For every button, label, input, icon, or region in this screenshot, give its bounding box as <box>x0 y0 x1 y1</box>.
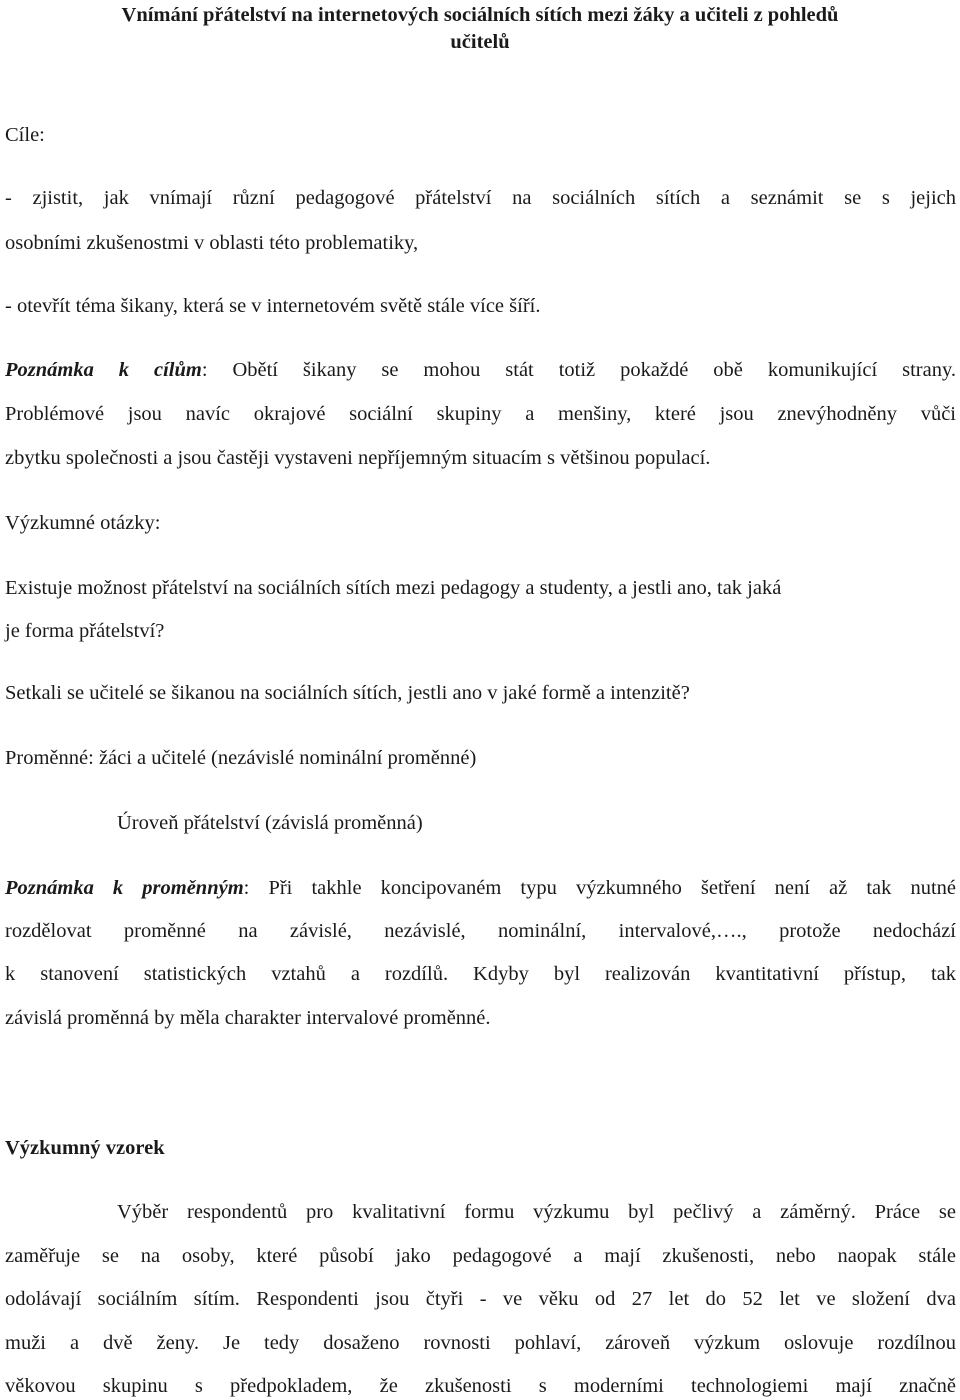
document-title <box>0 2 960 56</box>
sample-line-2: zaměřuje se na osoby, které působí jako pedagogové a mají zkušenosti, nebo naopak stále <box>5 1245 956 1267</box>
sample-line-1: Výběr respondentů pro kvalitativní formu výzkumu byl pečlivý a záměrný. Práce se <box>117 1201 956 1223</box>
goal-item-1-line-1: - zjistit, jak vnímají různí pedagogové přátelství na sociálních sítích a seznámit se s jejich <box>5 187 956 209</box>
question-2: Setkali se učitelé se šikanou na sociálních sítích, jestli ano v jaké formě a intenzitě? <box>5 682 690 704</box>
questions-heading: Výzkumné otázky: <box>5 512 161 534</box>
variables-note-line-2: rozdělovat proměnné na závislé, nezávislé, nominální, intervalové,…., protože nedochází <box>5 920 956 942</box>
variables-line-2: Úroveň přátelství (závislá proměnná) <box>117 812 423 834</box>
variables-note-text: : Při takhle koncipovaném typu výzkumného šetření není až tak nutné <box>243 877 957 899</box>
question-1-line-1: Existuje možnost přátelství na sociálních sítích mezi pedagogy a studenty, a jestli ano, tak jaká <box>5 577 782 599</box>
sample-heading: Výzkumný vzorek <box>5 1137 165 1159</box>
goals-heading: Cíle: <box>5 124 45 146</box>
sample-line-3: odolávají sociálním sítím. Respondenti jsou čtyři - ve věku od 27 let do 52 let ve složení dva <box>5 1288 956 1310</box>
goal-item-1-line-2: osobními zkušenostmi v oblasti této problematiky, <box>5 232 419 254</box>
goals-note-text: : Obětí šikany se mohou stát totiž pokaždé obě komunikující strany. <box>201 359 956 381</box>
question-1-line-2: je forma přátelství? <box>5 620 165 642</box>
sample-line-4: muži a dvě ženy. Je tedy dosaženo rovnosti pohlaví, zároveň výzkum oslovuje rozdílnou <box>5 1332 956 1354</box>
variables-note-line-3: k stanovení statistických vztahů a rozdílů. Kdyby byl realizován kvantitativní přístup, tak <box>5 963 956 985</box>
variables-note-label: Poznámka k proměnným <box>5 877 244 899</box>
variables-note-line-4: závislá proměnná by měla charakter intervalové proměnné. <box>5 1007 491 1029</box>
sample-line-5: věkovou skupinu s předpokladem, že zkušenosti s moderními technologiemi mají značně <box>5 1375 956 1397</box>
variables-note-line-1 <box>5 875 956 901</box>
title-line-2: učitelů <box>450 31 510 53</box>
goals-note-line-2: Problémové jsou navíc okrajové sociální skupiny a menšiny, které jsou znevýhodněny vůči <box>5 403 956 425</box>
variables-line-1: Proměnné: žáci a učitelé (nezávislé nominální proměnné) <box>5 747 477 769</box>
goals-note-line-1 <box>5 357 956 383</box>
title-line-1: Vnímání přátelství na internetových sociálních sítích mezi žáky a učiteli z pohledů <box>121 4 839 26</box>
goals-note-line-3: zbytku společnosti a jsou častěji vystaveni nepříjemným situacím s většinou populací. <box>5 447 711 469</box>
goals-note-label: Poznámka k cílům <box>5 359 202 381</box>
goal-item-2: - otevřít téma šikany, která se v internetovém světě stále více šíří. <box>5 295 541 317</box>
